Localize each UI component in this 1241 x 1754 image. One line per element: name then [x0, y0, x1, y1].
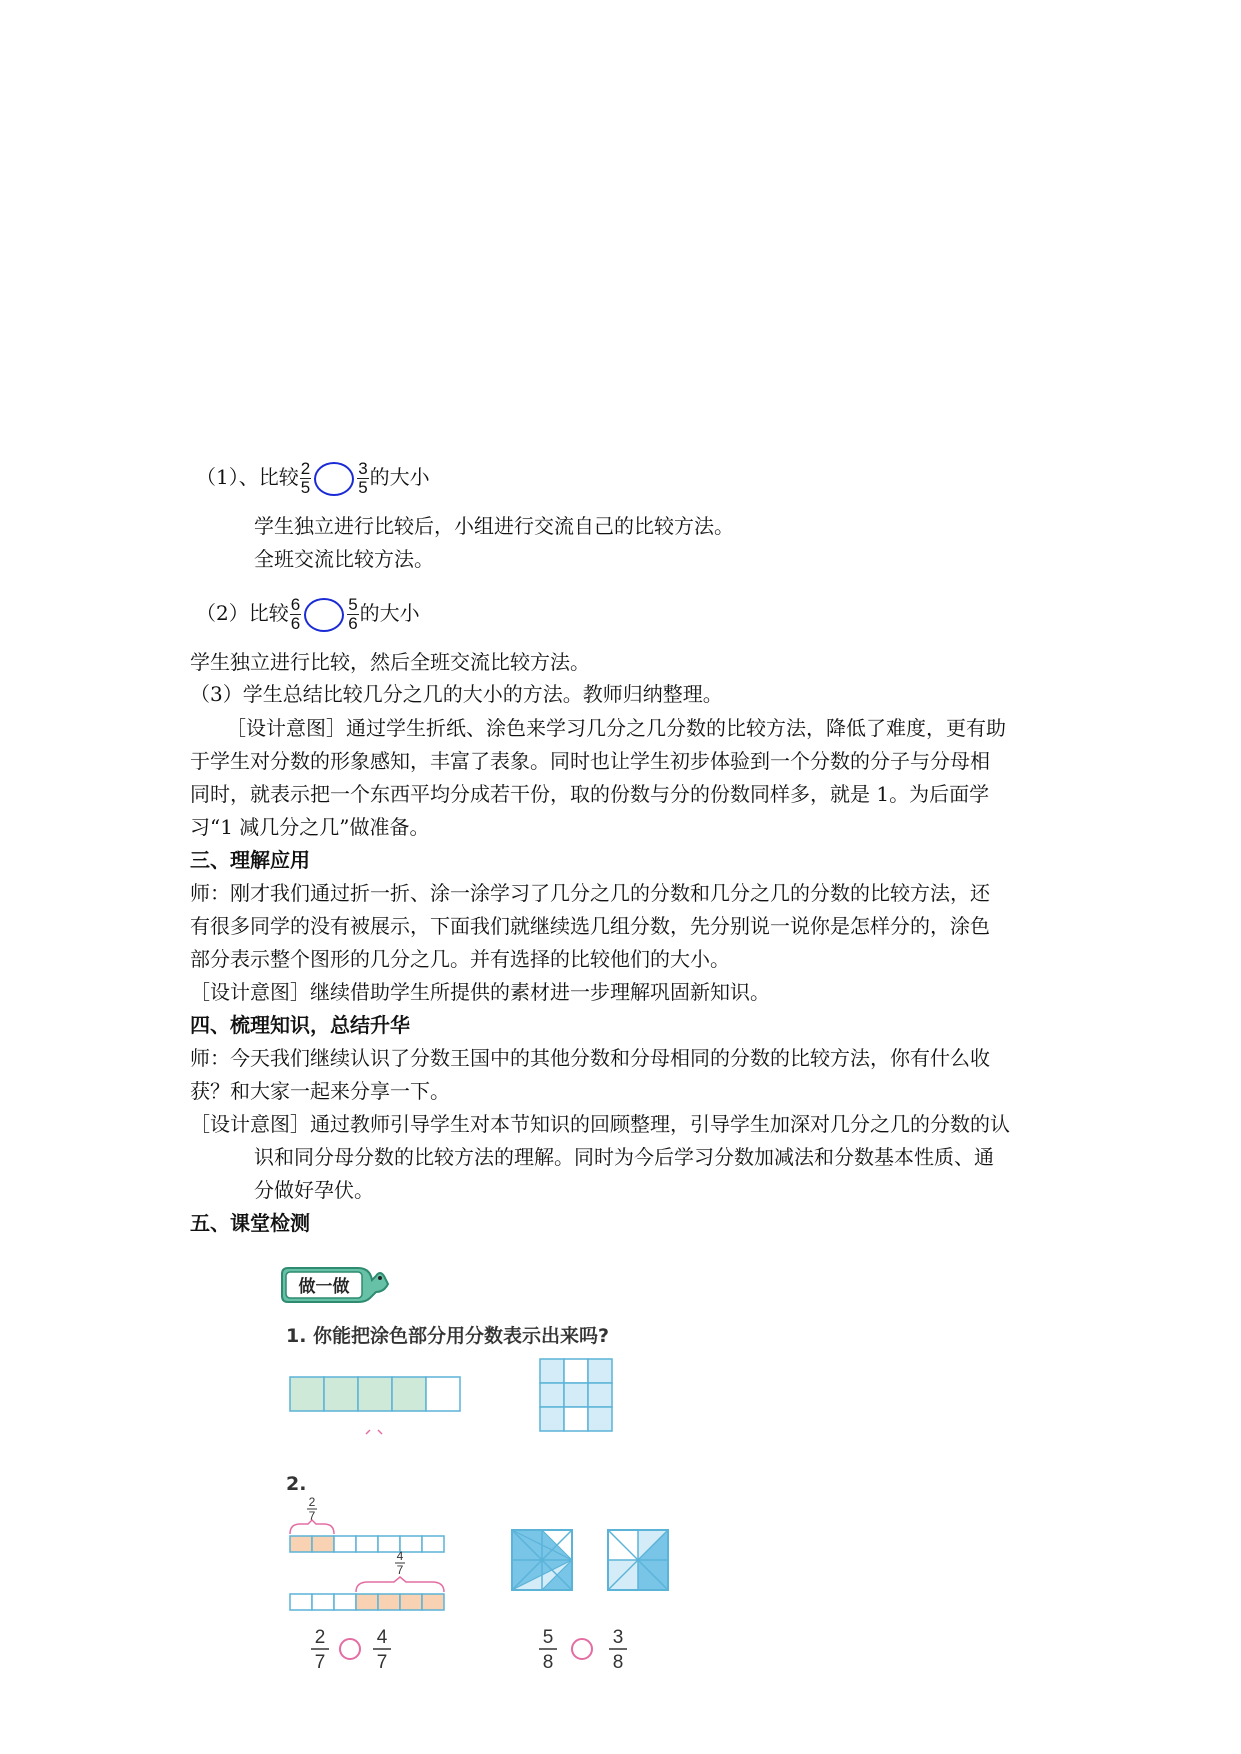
- section4-line-5: 分做好孕伏。: [254, 1178, 374, 1202]
- compare-circle[interactable]: [572, 1639, 592, 1659]
- badge-text: 做一做: [298, 1277, 350, 1297]
- compare-oval: [314, 462, 354, 496]
- exercise-svg: [280, 1262, 780, 1682]
- svg-text:2: 2: [314, 1627, 326, 1648]
- svg-text:8: 8: [612, 1652, 624, 1673]
- section3-line-2: 有很多同学的没有被展示，下面我们就继续选几组分数，先分别说一说你是怎样分的，涂色: [190, 914, 990, 938]
- bar2-label-num: 4: [396, 1549, 404, 1563]
- compare-oval: [304, 598, 344, 632]
- item1-suffix: 的大小: [369, 465, 430, 489]
- design-intent-4: 习“1 减几分之几”做准备。: [190, 815, 430, 839]
- item2-line: [196, 596, 420, 633]
- q1-grid: [540, 1359, 612, 1431]
- section3-heading: 三、理解应用: [190, 848, 310, 872]
- svg-text:8: 8: [542, 1652, 554, 1673]
- svg-text:3: 3: [612, 1627, 624, 1648]
- section4-line-1: 师：今天我们继续认识了分数王国中的其他分数和分母相同的分数的比较方法，你有什么收: [190, 1046, 990, 1070]
- fraction-3-5: $\frac{3}{5}$: [358, 459, 368, 497]
- svg-text:7: 7: [376, 1652, 388, 1673]
- fraction-2-5: $\frac{2}{5}$: [300, 459, 311, 497]
- item1-prefix: （1）、比较: [196, 465, 299, 489]
- do-it-badge: [282, 1268, 388, 1302]
- compare-circle[interactable]: [340, 1639, 360, 1659]
- section3-line-4: ［设计意图］继续借助学生所提供的素材进一步理解巩固新知识。: [190, 980, 770, 1004]
- design-intent-3: 同时，就表示把一个东西平均分成若干份，取的份数与分的份数同样多，就是 1。为后面学: [190, 782, 990, 806]
- section3-line-1: 师：刚才我们通过折一折、涂一涂学习了几分之几的分数和几分之几的分数的比较方法，还: [190, 881, 990, 905]
- item3-text: （3）学生总结比较几分之几的大小的方法。教师归纳整理。: [190, 682, 723, 706]
- section3-line-3: 部分表示整个图形的几分之几。并有选择的比较他们的大小。: [190, 947, 730, 971]
- q2-bar-2: [290, 1549, 444, 1610]
- svg-text:7: 7: [314, 1652, 326, 1673]
- section4-heading: 四、梳理知识，总结升华: [190, 1013, 410, 1037]
- item2-text-1: 学生独立进行比较，然后全班交流比较方法。: [190, 650, 590, 674]
- question-1: 1. 你能把涂色部分用分数表示出来吗?: [286, 1325, 610, 1347]
- design-intent-2: 于学生对分数的形象感知，丰富了表象。同时也让学生初步体验到一个分数的分子与分母相: [190, 749, 990, 773]
- compare-row-2: [539, 1627, 627, 1673]
- item1-text-1: 学生独立进行比较后，小组进行交流自己的比较方法。: [254, 514, 734, 538]
- svg-text:4: 4: [376, 1627, 388, 1648]
- q2-square-2: [608, 1530, 668, 1590]
- item1-text-2: 全班交流比较方法。: [254, 547, 434, 571]
- question-2: 2.: [286, 1473, 307, 1495]
- design-intent-1: ［设计意图］通过学生折纸、涂色来学习几分之几分数的比较方法，降低了难度，更有助: [226, 716, 1006, 740]
- item2-suffix: 的大小: [359, 601, 420, 625]
- item1-line: [196, 460, 430, 497]
- section4-line-2: 获？和大家一起来分享一下。: [190, 1079, 450, 1103]
- exercise-illustration: [280, 1262, 780, 1682]
- section4-line-3: ［设计意图］通过教师引导学生对本节知识的回顾整理，引导学生加深对几分之几的分数的认: [190, 1112, 1010, 1136]
- compare-row-1: [311, 1627, 391, 1673]
- fraction-6-6: $\frac{6}{6}$: [290, 595, 301, 633]
- bar2-label-den: 7: [396, 1563, 404, 1577]
- fraction-5-6: $\frac{5}{6}$: [348, 595, 358, 633]
- item2-prefix: （2）比较: [196, 601, 289, 625]
- svg-text:5: 5: [542, 1627, 554, 1648]
- section5-heading: 五、课堂检测: [190, 1211, 310, 1235]
- q2-bar-1: [290, 1495, 444, 1552]
- bar1-label-num: 2: [308, 1495, 316, 1509]
- bar1-label-den: 7: [308, 1509, 316, 1523]
- q1-bar: [290, 1377, 460, 1434]
- q2-square-1: [512, 1530, 572, 1590]
- section4-line-4: 识和同分母分数的比较方法的理解。同时为今后学习分数加减法和分数基本性质、通: [254, 1145, 994, 1169]
